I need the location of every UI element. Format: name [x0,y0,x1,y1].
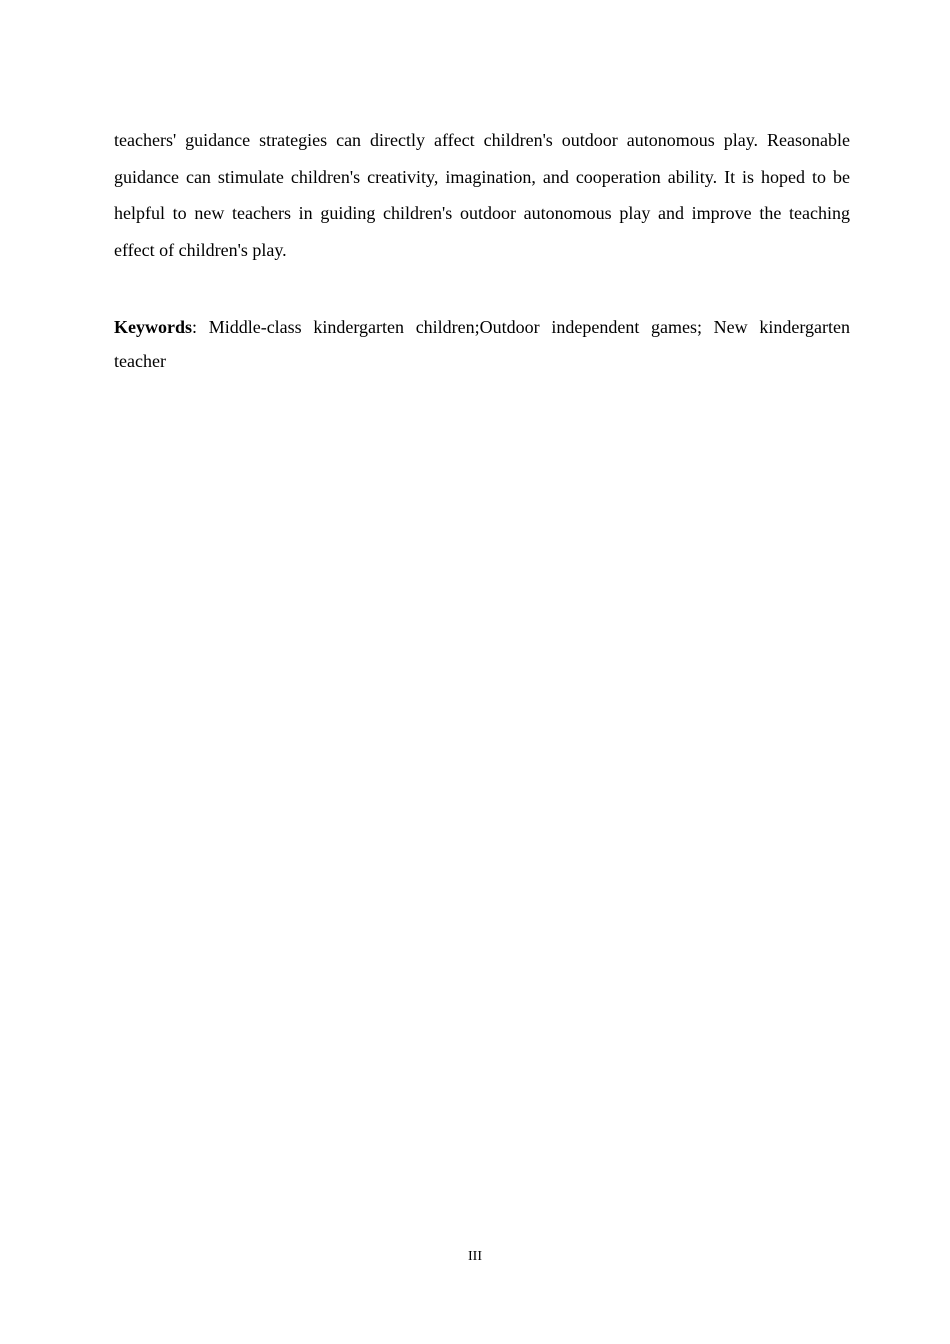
keywords-value: Middle-class kindergarten children;Outdoor independent games; New kindergarten teacher [114,317,850,371]
keywords-separator: : [192,317,209,337]
page-number: III [468,1249,482,1264]
abstract-paragraph: teachers' guidance strategies can directly affect children's outdoor autonomous play. Reasonable guidance can stimulate children's creativity, imagination, and cooperation ability. It is hoped to be helpful to new teachers in guiding children's outdoor autonomous play and improve the teaching effect of children's play. [114,130,850,261]
keywords-paragraph [114,310,850,378]
keywords-label: Keywords [114,317,192,337]
